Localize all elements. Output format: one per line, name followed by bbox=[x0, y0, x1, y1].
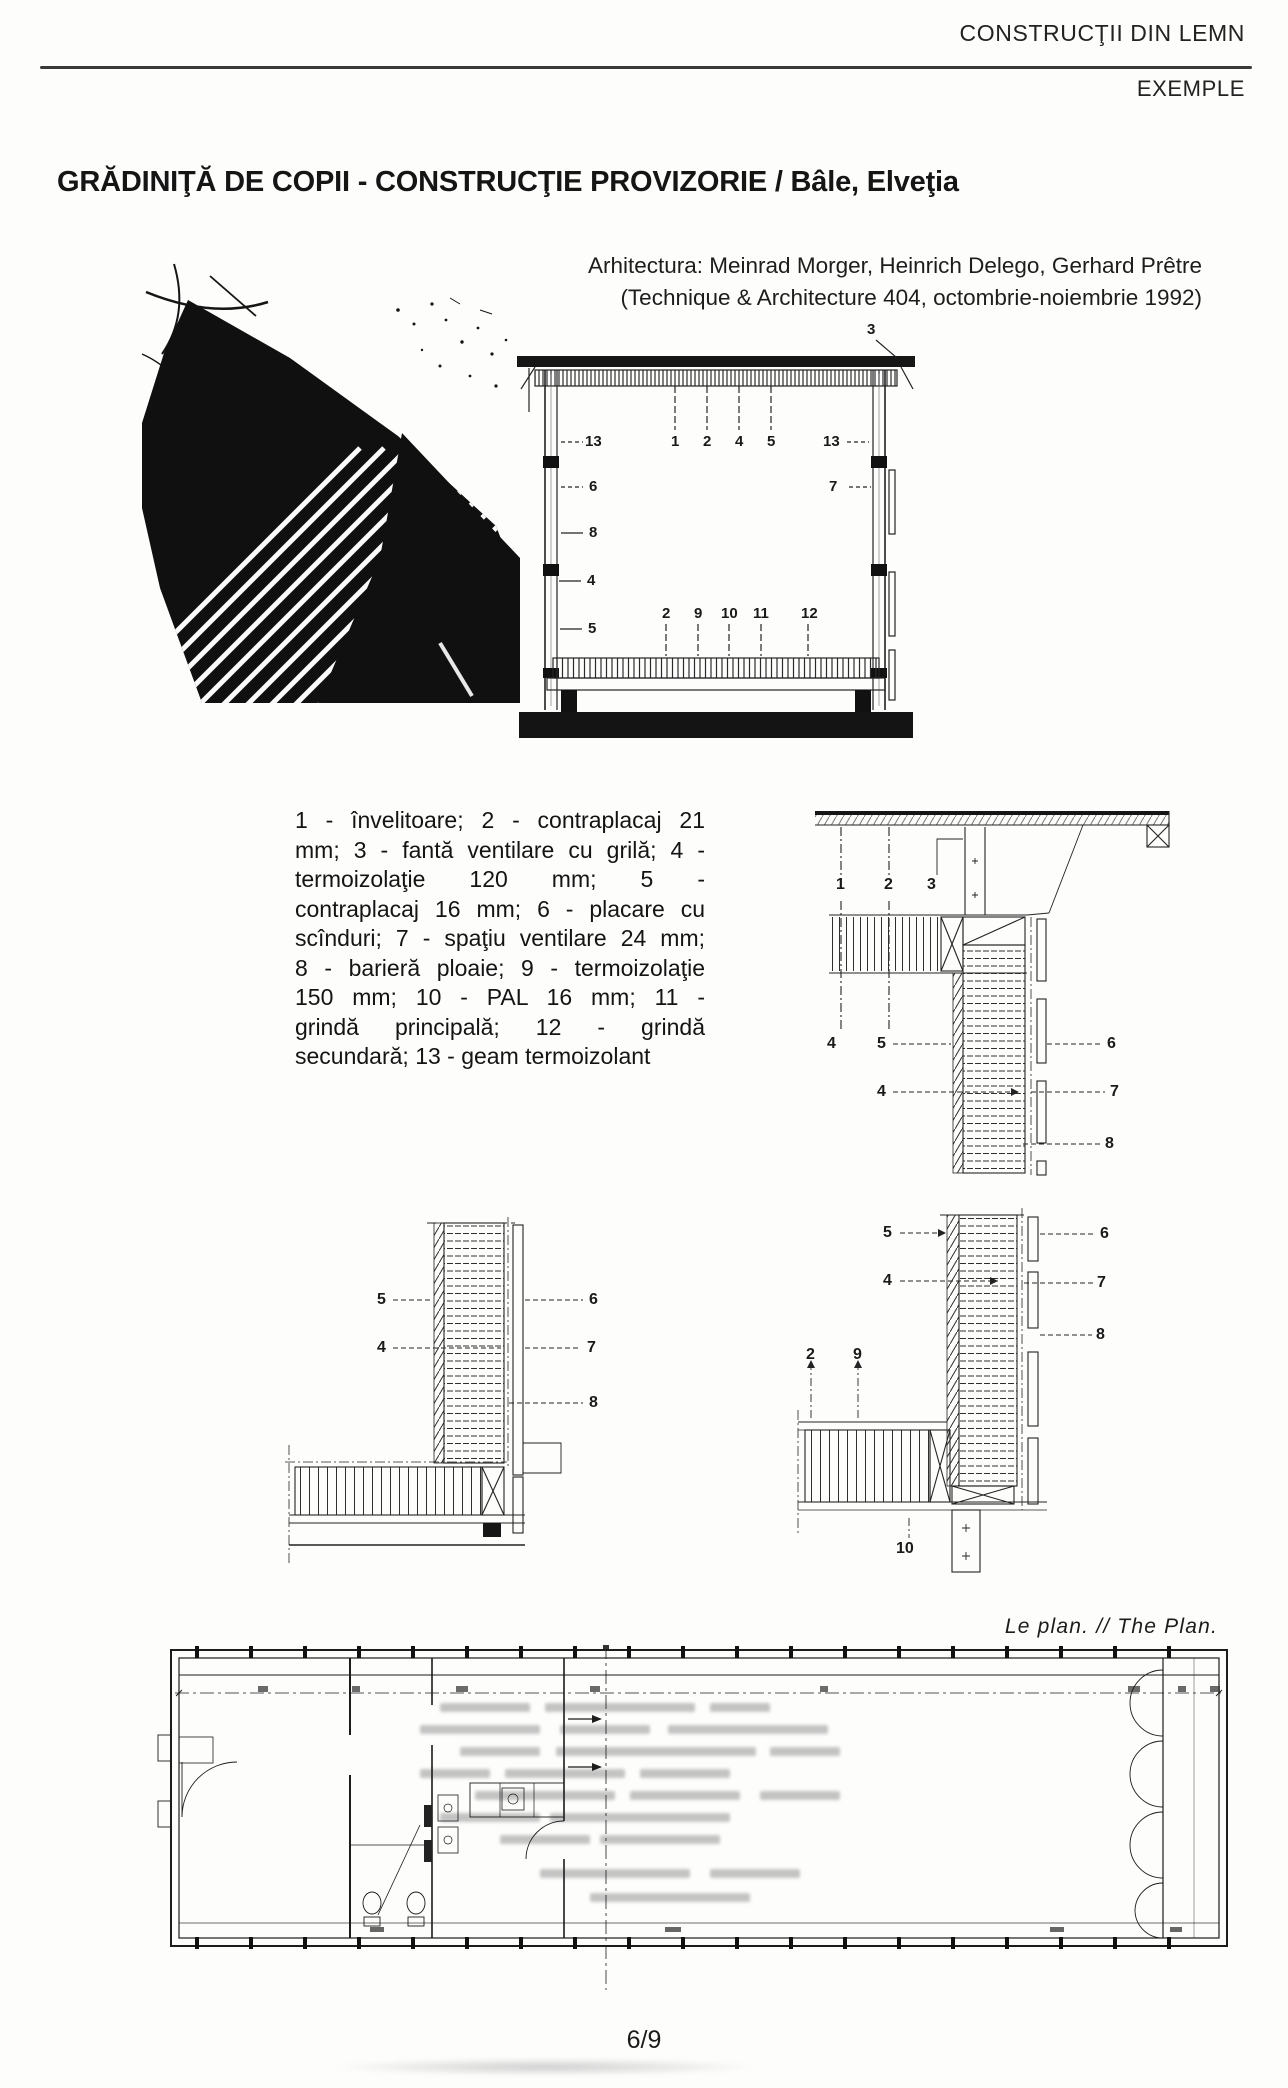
callout-2: 2 bbox=[806, 1346, 815, 1363]
legend-line: 8 - barieră ploaie; 9 - termoizolaţie bbox=[295, 954, 705, 981]
callout-4: 4 bbox=[377, 1339, 386, 1356]
callout-2: 2 bbox=[703, 433, 712, 450]
callout-4: 4 bbox=[827, 1035, 836, 1052]
plan-caption: Le plan. // The Plan. bbox=[1004, 1615, 1218, 1638]
detail-corner-left bbox=[215, 1215, 635, 1565]
legend-line: contraplacaj 16 mm; 6 - placare cu bbox=[295, 895, 705, 922]
callout-6: 6 bbox=[589, 1291, 598, 1308]
callout-9-floor: 9 bbox=[694, 605, 703, 622]
callout-2-floor: 2 bbox=[662, 605, 671, 622]
floor-plan-art bbox=[120, 1645, 1235, 1990]
legend-line: mm; 3 - fantă ventilare cu grilă; 4 - bbox=[295, 836, 705, 863]
callout-5: 5 bbox=[883, 1224, 892, 1241]
callout-10-floor: 10 bbox=[721, 605, 738, 622]
callout-5: 5 bbox=[377, 1291, 386, 1308]
detail-roof-edge bbox=[815, 805, 1205, 1205]
detail-corner-left-art bbox=[215, 1215, 635, 1565]
callout-8: 8 bbox=[589, 1394, 598, 1411]
callout-8: 8 bbox=[1096, 1326, 1105, 1343]
detail-corner-right bbox=[600, 1200, 1140, 1620]
callout-7: 7 bbox=[587, 1339, 596, 1356]
callout-1: 1 bbox=[836, 876, 845, 893]
credits-line1: Arhitectura: Meinrad Morger, Heinrich Delego, Gerhard Prêtre bbox=[587, 253, 1202, 278]
callout-5-wall: 5 bbox=[588, 620, 597, 637]
section-drawing bbox=[505, 320, 925, 750]
callout-4-wall: 4 bbox=[587, 572, 596, 589]
callout-8: 8 bbox=[1105, 1135, 1114, 1152]
credits-block bbox=[588, 250, 1202, 314]
legend-line: secundară; 13 - geam termoizolant bbox=[295, 1043, 651, 1069]
callout-4b: 4 bbox=[877, 1083, 886, 1100]
callout-8: 8 bbox=[589, 524, 598, 541]
callout-9: 9 bbox=[853, 1346, 862, 1363]
legend-line: scînduri; 7 - spaţiu ventilare 24 mm; bbox=[295, 925, 705, 951]
callout-6: 6 bbox=[589, 478, 598, 495]
callout-12-floor: 12 bbox=[801, 605, 818, 622]
legend-text bbox=[295, 806, 705, 1072]
page-number: 6/9 bbox=[626, 2026, 662, 2054]
callout-4: 4 bbox=[883, 1272, 892, 1289]
callout-13-right: 13 bbox=[823, 433, 840, 450]
detail-roof-art bbox=[815, 805, 1205, 1205]
callout-5: 5 bbox=[767, 433, 776, 450]
callout-11-floor: 11 bbox=[753, 605, 769, 622]
callout-6: 6 bbox=[1100, 1225, 1109, 1242]
callout-3: 3 bbox=[867, 321, 876, 338]
building-photo-art bbox=[140, 258, 520, 703]
callout-5: 5 bbox=[877, 1035, 886, 1052]
section-drawing-art bbox=[505, 320, 925, 750]
journal-title: CONSTRUCŢII DIN LEMN bbox=[959, 20, 1245, 46]
floor-plan bbox=[120, 1645, 1235, 1990]
callout-7: 7 bbox=[1110, 1083, 1119, 1100]
callout-7: 7 bbox=[829, 478, 838, 495]
detail-corner-right-art bbox=[600, 1200, 1140, 1620]
callout-13-left: 13 bbox=[585, 433, 602, 450]
callout-7: 7 bbox=[1097, 1274, 1106, 1291]
callout-3: 3 bbox=[927, 876, 936, 893]
callout-4: 4 bbox=[735, 433, 744, 450]
callout-6: 6 bbox=[1107, 1035, 1116, 1052]
page-title: GRĂDINIŢĂ DE COPII - CONSTRUCŢIE PROVIZORIE / Bâle, Elveţia bbox=[57, 166, 959, 198]
callout-1: 1 bbox=[671, 433, 680, 450]
header-rule bbox=[40, 66, 1252, 69]
legend-line: grindă principală; 12 - grindă bbox=[295, 1013, 705, 1040]
callout-2: 2 bbox=[884, 876, 893, 893]
section-label: EXEMPLE bbox=[1136, 76, 1245, 101]
bleed-smudge bbox=[330, 2058, 760, 2076]
legend-line: termoizolaţie 120 mm; 5 - bbox=[295, 866, 705, 892]
building-photo bbox=[140, 258, 520, 703]
callout-10: 10 bbox=[896, 1540, 914, 1557]
credits-line2: (Technique & Architecture 404, octombrie-noiembrie 1992) bbox=[620, 285, 1202, 310]
legend-line: 150 mm; 10 - PAL 16 mm; 11 - bbox=[295, 984, 705, 1010]
legend-line: 1 - învelitoare; 2 - contraplacaj 21 bbox=[295, 807, 705, 833]
